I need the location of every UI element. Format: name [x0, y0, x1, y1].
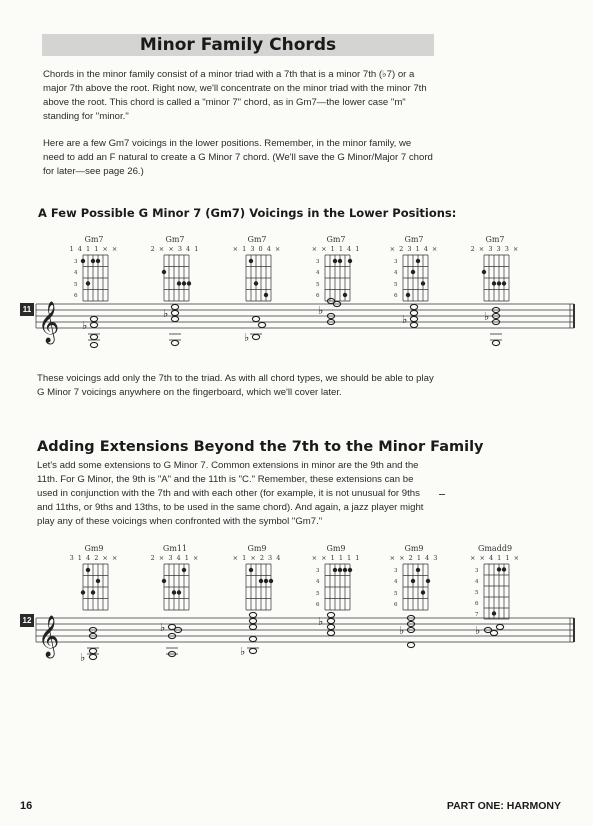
chord-fingering: 1 4 1 1 × ×	[69, 245, 119, 253]
fret-number: 5	[394, 282, 398, 288]
chord-name: Gm11	[162, 544, 188, 553]
chord-fingering: 3 1 4 2 × ×	[69, 554, 119, 562]
chord-name: Gmadd9	[477, 544, 513, 553]
after-example-paragraph: These voicings add only the 7th to the triad. As with all chord types, we should be able to play G Minor 7 voicings anywhere on the fingerboard, which we'll cover later.	[37, 373, 434, 398]
svg-text:♭: ♭	[484, 310, 490, 323]
fret-number: 3	[394, 259, 398, 265]
svg-text:♭: ♭	[244, 331, 250, 344]
fret-number: 5	[316, 591, 320, 597]
fret-number: 3	[475, 568, 479, 574]
fret-number: 3	[316, 259, 320, 265]
svg-text:♭: ♭	[160, 621, 166, 634]
fret-number: 5	[394, 591, 398, 597]
intro-paragraph-2: Here are a few Gm7 voicings in the lower positions. Remember, in the minor family, we need to add an F natural to create a G Minor 7 chord. (We'll save the G Minor/Major 7 chord for later—see page 26.)	[43, 138, 433, 177]
chord-fingering: 2 × × 3 4 1	[150, 245, 200, 253]
chord-fingering: × × 1 1 4 1	[311, 245, 361, 253]
margin-mark	[439, 494, 445, 495]
fret-number: 3	[316, 568, 320, 574]
fret-number: 6	[316, 602, 320, 608]
chord-name: Gm7	[84, 235, 104, 244]
chord-fingering: × × 2 1 4 3	[389, 554, 439, 562]
svg-text:♭: ♭	[475, 624, 481, 637]
chord-fingering: 2 × 3 4 1 ×	[150, 554, 200, 562]
example-number-badge: 12	[20, 614, 34, 627]
fret-number: 5	[74, 282, 78, 288]
fret-number: 4	[316, 579, 320, 585]
chord-name: Gm7	[247, 235, 267, 244]
fret-number: 4	[394, 579, 398, 585]
chord-fingering: 2 × 3 3 3 ×	[470, 245, 520, 253]
svg-text:♭: ♭	[240, 645, 246, 658]
chord-fingering: × 1 3 0 4 ×	[232, 245, 282, 253]
chord-name: Gm7	[165, 235, 185, 244]
chord-fingering: × × 1 1 1 1	[311, 554, 361, 562]
chord-name: Gm7	[404, 235, 424, 244]
page-number: 16	[20, 800, 33, 812]
fret-number: 6	[394, 293, 398, 299]
music-staff-12	[0, 604, 593, 666]
fret-number: 4	[394, 270, 398, 276]
fret-number: 4	[316, 270, 320, 276]
chord-name: Gm9	[404, 544, 424, 553]
part-label: PART ONE: HARMONY	[446, 800, 561, 812]
chord-name: Gm9	[84, 544, 104, 553]
svg-text:♭: ♭	[318, 615, 324, 628]
music-staff-11	[0, 290, 593, 352]
chord-name: Gm9	[247, 544, 267, 553]
treble-clef-icon: 𝄞	[38, 302, 60, 343]
chord-name: Gm7	[485, 235, 505, 244]
fret-number: 5	[475, 590, 479, 596]
chord-name: Gm9	[326, 544, 346, 553]
fret-number: 6	[316, 293, 320, 299]
svg-text:♭: ♭	[318, 304, 324, 317]
svg-text:♭: ♭	[163, 307, 169, 320]
example-number-badge: 11	[20, 303, 34, 316]
fret-number: 7	[475, 612, 479, 618]
fret-number: 3	[394, 568, 398, 574]
voicings-heading: A Few Possible G Minor 7 (Gm7) Voicings in the Lower Positions:	[38, 206, 457, 220]
page-title: Minor Family Chords	[42, 34, 434, 56]
chord-fingering: × 2 3 1 4 ×	[389, 245, 439, 253]
svg-text:♭: ♭	[402, 313, 408, 326]
fret-number: 3	[74, 259, 78, 265]
svg-text:♭: ♭	[80, 651, 86, 664]
extensions-heading: Adding Extensions Beyond the 7th to the Minor Family	[37, 439, 484, 455]
intro-paragraph-1: Chords in the minor family consist of a minor triad with a 7th that is a minor 7th (♭7) or a major 7th above the root. Right now, we'll concentrate on the minor triad with the minor 7th above the root. This chord is called a "minor 7" chord, as in Gm7—the lower case "m" standing for "minor."	[43, 69, 427, 122]
fret-number: 6	[394, 602, 398, 608]
fret-number: 4	[475, 579, 479, 585]
treble-clef-icon: 𝄞	[38, 616, 60, 657]
fret-number: 4	[74, 270, 78, 276]
fret-number: 6	[74, 293, 78, 299]
chord-name: Gm7	[326, 235, 346, 244]
fret-number: 5	[316, 282, 320, 288]
chord-fingering: × 1 × 2 3 4	[232, 554, 282, 562]
svg-text:♭: ♭	[399, 624, 405, 637]
svg-text:♭: ♭	[82, 319, 88, 332]
fret-number: 6	[475, 601, 479, 607]
extensions-paragraph: Let's add some extensions to G Minor 7. Common extensions in minor are the 9th and the 11th. For G Minor, the 9th is "A" and the 11th is "C." Remember, these extensions can be used in conjunction with the 7th and with each other (for example, it is not unusual for 9ths and 11ths, or 9ths and 13ths, to be used in the same chord). And again, a jazz player might play any of these voicings when confronted with the symbol "Gm7."	[37, 460, 424, 527]
chord-fingering: × × 4 1 1 ×	[469, 554, 521, 562]
